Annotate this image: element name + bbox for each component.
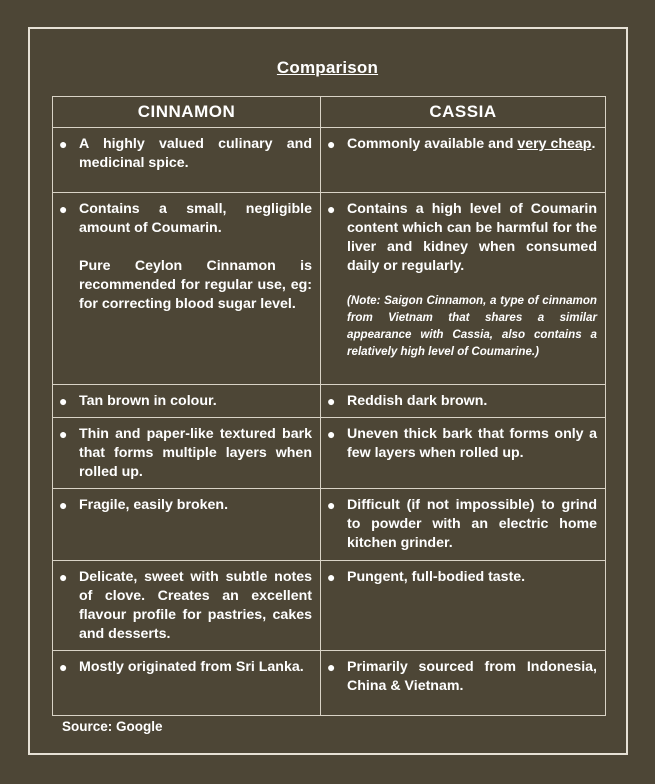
cell-text: Uneven thick bark that forms only a few layers when rolled up. bbox=[347, 426, 597, 461]
cell-text: Contains a small, negligible amount of Coumarin. bbox=[79, 201, 312, 236]
bullet-icon: ● bbox=[59, 497, 68, 513]
cinnamon-cell bbox=[53, 128, 321, 193]
header-cinnamon: CINNAMON bbox=[53, 97, 321, 128]
cell-text: Delicate, sweet with subtle notes of clove. Creates an excellent flavour profile for pastries, cakes and desserts. bbox=[79, 569, 312, 642]
bullet-icon: ● bbox=[59, 393, 68, 409]
very-cheap-link[interactable]: very cheap bbox=[517, 136, 592, 152]
bullet-icon: ● bbox=[59, 569, 68, 585]
cinnamon-cell bbox=[53, 385, 321, 418]
cassia-cell bbox=[321, 193, 606, 385]
cinnamon-cell bbox=[53, 561, 321, 651]
table-row bbox=[53, 385, 606, 418]
table-row bbox=[53, 651, 606, 716]
bullet-icon: ● bbox=[59, 659, 68, 675]
cell-text-part: . bbox=[591, 136, 596, 152]
cell-text bbox=[347, 135, 597, 154]
cinnamon-cell bbox=[53, 651, 321, 716]
cell-text: Difficult (if not impossible) to grind to powder with an electric home kitchen grinder. bbox=[347, 497, 597, 551]
bullet-icon: ● bbox=[59, 136, 68, 152]
source-note: Source: Google bbox=[62, 719, 163, 734]
table-row bbox=[53, 561, 606, 651]
cell-text: A highly valued culinary and medicinal spice. bbox=[79, 136, 312, 171]
cell-text: Tan brown in colour. bbox=[79, 393, 217, 409]
cassia-cell bbox=[321, 418, 606, 489]
bullet-icon: ● bbox=[327, 426, 336, 442]
cell-note: (Note: Saigon Cinnamon, a type of cinnamon from Vietnam that shares a similar appearance with Cassia, also contains a relatively high level of Coumarine.) bbox=[347, 294, 597, 358]
cassia-cell bbox=[321, 651, 606, 716]
cell-text: Mostly originated from Sri Lanka. bbox=[79, 659, 304, 675]
cell-text: Primarily sourced from Indonesia, China & Vietnam. bbox=[347, 659, 597, 694]
header-row bbox=[53, 97, 606, 128]
cell-text: Reddish dark brown. bbox=[347, 393, 488, 409]
bullet-icon: ● bbox=[327, 393, 336, 409]
bullet-icon: ● bbox=[327, 136, 336, 152]
table-row bbox=[53, 489, 606, 561]
bullet-icon: ● bbox=[327, 497, 336, 513]
cassia-cell bbox=[321, 561, 606, 651]
bullet-icon: ● bbox=[59, 426, 68, 442]
bullet-icon: ● bbox=[327, 659, 336, 675]
cinnamon-cell bbox=[53, 489, 321, 561]
cinnamon-cell bbox=[53, 418, 321, 489]
cinnamon-cell bbox=[53, 193, 321, 385]
cell-text: Contains a high level of Coumarin content which can be harmful for the liver and kidney when consumed daily or regularly. bbox=[347, 201, 597, 274]
comparison-table bbox=[52, 96, 606, 716]
table-row bbox=[53, 418, 606, 489]
table-row bbox=[53, 128, 606, 193]
cell-text: Fragile, easily broken. bbox=[79, 497, 229, 513]
cassia-cell bbox=[321, 489, 606, 561]
cell-text-part: Commonly available and bbox=[347, 136, 518, 152]
cassia-cell bbox=[321, 128, 606, 193]
cell-text: Pungent, full-bodied taste. bbox=[347, 569, 526, 585]
bullet-icon: ● bbox=[327, 569, 336, 585]
bullet-icon: ● bbox=[59, 201, 68, 217]
table-row bbox=[53, 193, 606, 385]
cassia-cell bbox=[321, 385, 606, 418]
header-cassia: CASSIA bbox=[321, 97, 606, 128]
cell-text: Thin and paper-like textured bark that forms multiple layers when rolled up. bbox=[79, 426, 312, 480]
page-title: Comparison bbox=[276, 58, 379, 77]
cell-text-extra: Pure Ceylon Cinnamon is recommended for regular use, eg: for correcting blood sugar level. bbox=[79, 258, 312, 312]
bullet-icon: ● bbox=[327, 201, 336, 217]
